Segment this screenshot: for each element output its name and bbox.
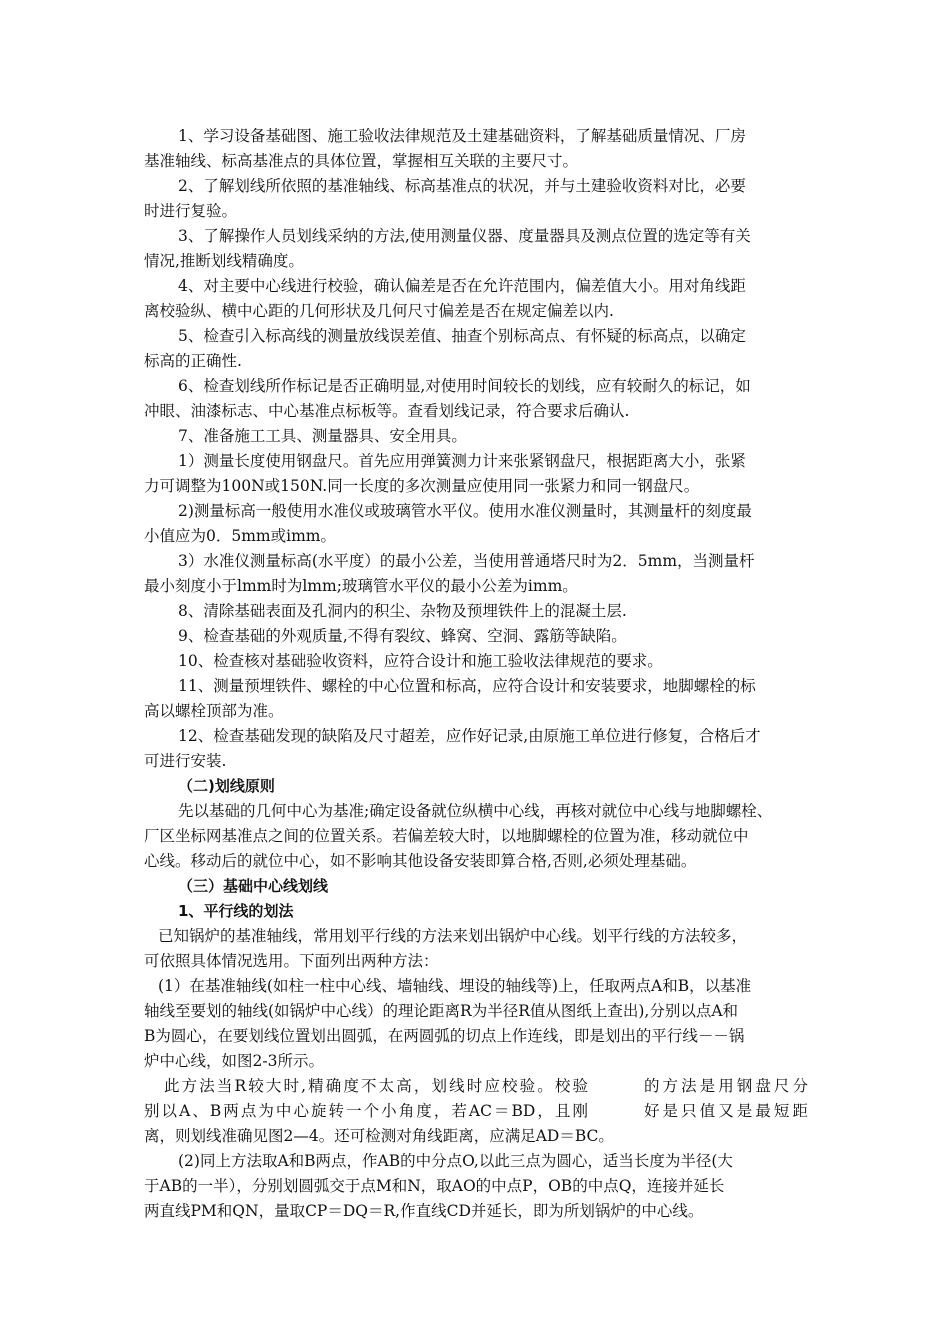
text-line: 1、学习设备基础图、施工验收法律规范及土建基础资料，了解基础质量情况、厂房 <box>178 127 746 145</box>
text-line: 7、准备施工工具、测量器具、安全用具。 <box>178 427 467 445</box>
section-heading: （二)划线原则 <box>178 777 275 795</box>
text-line: B为圆心，在要划线位置划出圆弧，在两圆弧的切点上作连线，即是划出的平行线－－锅 <box>144 1027 745 1045</box>
text-line: (1）在基准轴线(如柱一柱中心线、墙轴线、埋设的轴线等)上，任取两点A和B，以基准 <box>158 977 752 995</box>
text-line: 心线。移动后的就位中心，如不影响其他设备安装即算合格,否则,必须处理基础。 <box>144 852 697 870</box>
text-line: 冲眼、油漆标志、中心基准点标板等。查看划线记录，符合要求后确认. <box>144 402 630 420</box>
text-line: 情况,推断划线精确度。 <box>144 252 304 270</box>
subsection-heading: 1、平行线的划法 <box>178 902 294 920</box>
text-line: 轴线至要划的轴线(如锅炉中心线）的理论距离R为半径R值从图纸上查出),分别以点A和 <box>144 1002 739 1020</box>
text-line: 厂区坐标网基准点之间的位置关系。若偏差较大时，以地脚螺栓的位置为准，移动就位中 <box>144 827 749 845</box>
text-line: 3、了解操作人员划线采纳的方法,使用测量仪器、度量器具及测点位置的选定等有关 <box>178 227 751 245</box>
text-line: 可依照具体情况选用。下面列出两种方法： <box>144 952 439 970</box>
text-line: 已知锅炉的基准轴线，常用划平行线的方法来划出锅炉中心线。划平行线的方法较多， <box>158 927 748 945</box>
section-heading: （三）基础中心线划线 <box>178 877 329 895</box>
text-line: 可进行安装. <box>144 752 227 770</box>
text-line: 力可调整为100N或150N.同一长度的多次测量应使用同一张紧力和同一钢盘尺。 <box>144 477 700 495</box>
text-line: 1）测量长度使用钢盘尺。首先应用弹簧测力计来张紧钢盘尺，根据距离大小，张紧 <box>178 452 746 470</box>
text-line: 此方法当R较大时,精确度不太高，划线时应校验。校验 <box>164 1077 588 1095</box>
text-line: 4、对主要中心线进行校验，确认偏差是否在允许范围内，偏差值大小。用对角线距 <box>178 277 746 295</box>
text-line: 12、检查基础发现的缺陷及尺寸超差，应作好记录,由原施工单位进行修复，合格后才 <box>178 727 761 745</box>
text-line: 别以A、B两点为中心旋转一个小角度，若AC＝BD，且刚 <box>144 1102 588 1120</box>
text-line: 3）水准仪测量标高(水平度）的最小公差，当使用普通塔尺时为2．5mm，当测量杆 <box>178 552 755 570</box>
text-line: 9、检查基础的外观质量,不得有裂纹、蜂窝、空洞、露筋等缺陷。 <box>178 627 627 645</box>
text-line: (2)同上方法取A和B两点，作AB的中分点O,以此三点为圆心，适当长度为半径(大 <box>178 1152 733 1170</box>
text-line: 离，则划线准确见图2—4。还可检测对角线距离，应满足AD＝BC。 <box>144 1127 614 1145</box>
text-line: 高以螺栓顶部为准。 <box>144 702 284 720</box>
text-line: 先以基础的几何中心为基准;确定设备就位纵横中心线，再核对就位中心线与地脚螺栓、 <box>178 802 773 820</box>
text-line: 小值应为0．5mm或imm。 <box>144 527 336 545</box>
text-line: 11、测量预埋铁件、螺栓的中心位置和标高，应符合设计和安装要求，地脚螺栓的标 <box>178 677 756 695</box>
text-line: 炉中心线，如图2-3所示。 <box>144 1052 324 1070</box>
text-line: 于AB的一半），分别划圆弧交于点M和N，取AO的中点P，OB的中点Q，连接并延长 <box>144 1177 725 1195</box>
text-line: 10、检查核对基础验收资料，应符合设计和施工验收法律规范的要求。 <box>178 652 663 670</box>
text-line: 5、检查引入标高线的测量放线误差值、抽查个别标高点、有怀疑的标高点，以确定 <box>178 327 746 345</box>
text-line: 最小刻度小于lmm时为lmm;玻璃管水平仪的最小公差为imm。 <box>144 577 578 595</box>
text-line: 8、清除基础表面及孔洞内的积尘、杂物及预埋铁件上的混凝土层. <box>178 602 627 620</box>
text-line: 2)测量标高一般使用水准仪或玻璃管水平仪。使用水准仪测量时，其测量杆的刻度最 <box>178 502 752 520</box>
text-line: 标高的正确性. <box>144 352 242 370</box>
text-line: 的方法是用钢盘尺分 <box>644 1077 808 1095</box>
text-line: 基准轴线、标高基准点的具体位置，掌握相互关联的主要尺寸。 <box>144 152 579 170</box>
text-line: 6、检查划线所作标记是否正确明显,对使用时间较长的划线，应有较耐久的标记，如 <box>178 377 751 395</box>
text-line: 好是只值又是最短距 <box>644 1102 808 1120</box>
text-line: 2、了解划线所依照的基准轴线、标高基准点的状况，并与土建验收资料对比，必要 <box>178 177 746 195</box>
text-line: 离校验纵、横中心距的几何形状及几何尺寸偏差是否在规定偏差以内. <box>144 302 614 320</box>
text-line: 时进行复验。 <box>144 202 238 220</box>
text-line: 两直线PM和QN，量取CP＝DQ＝R,作直线CD并延长，即为所划锅炉的中心线。 <box>144 1202 704 1220</box>
